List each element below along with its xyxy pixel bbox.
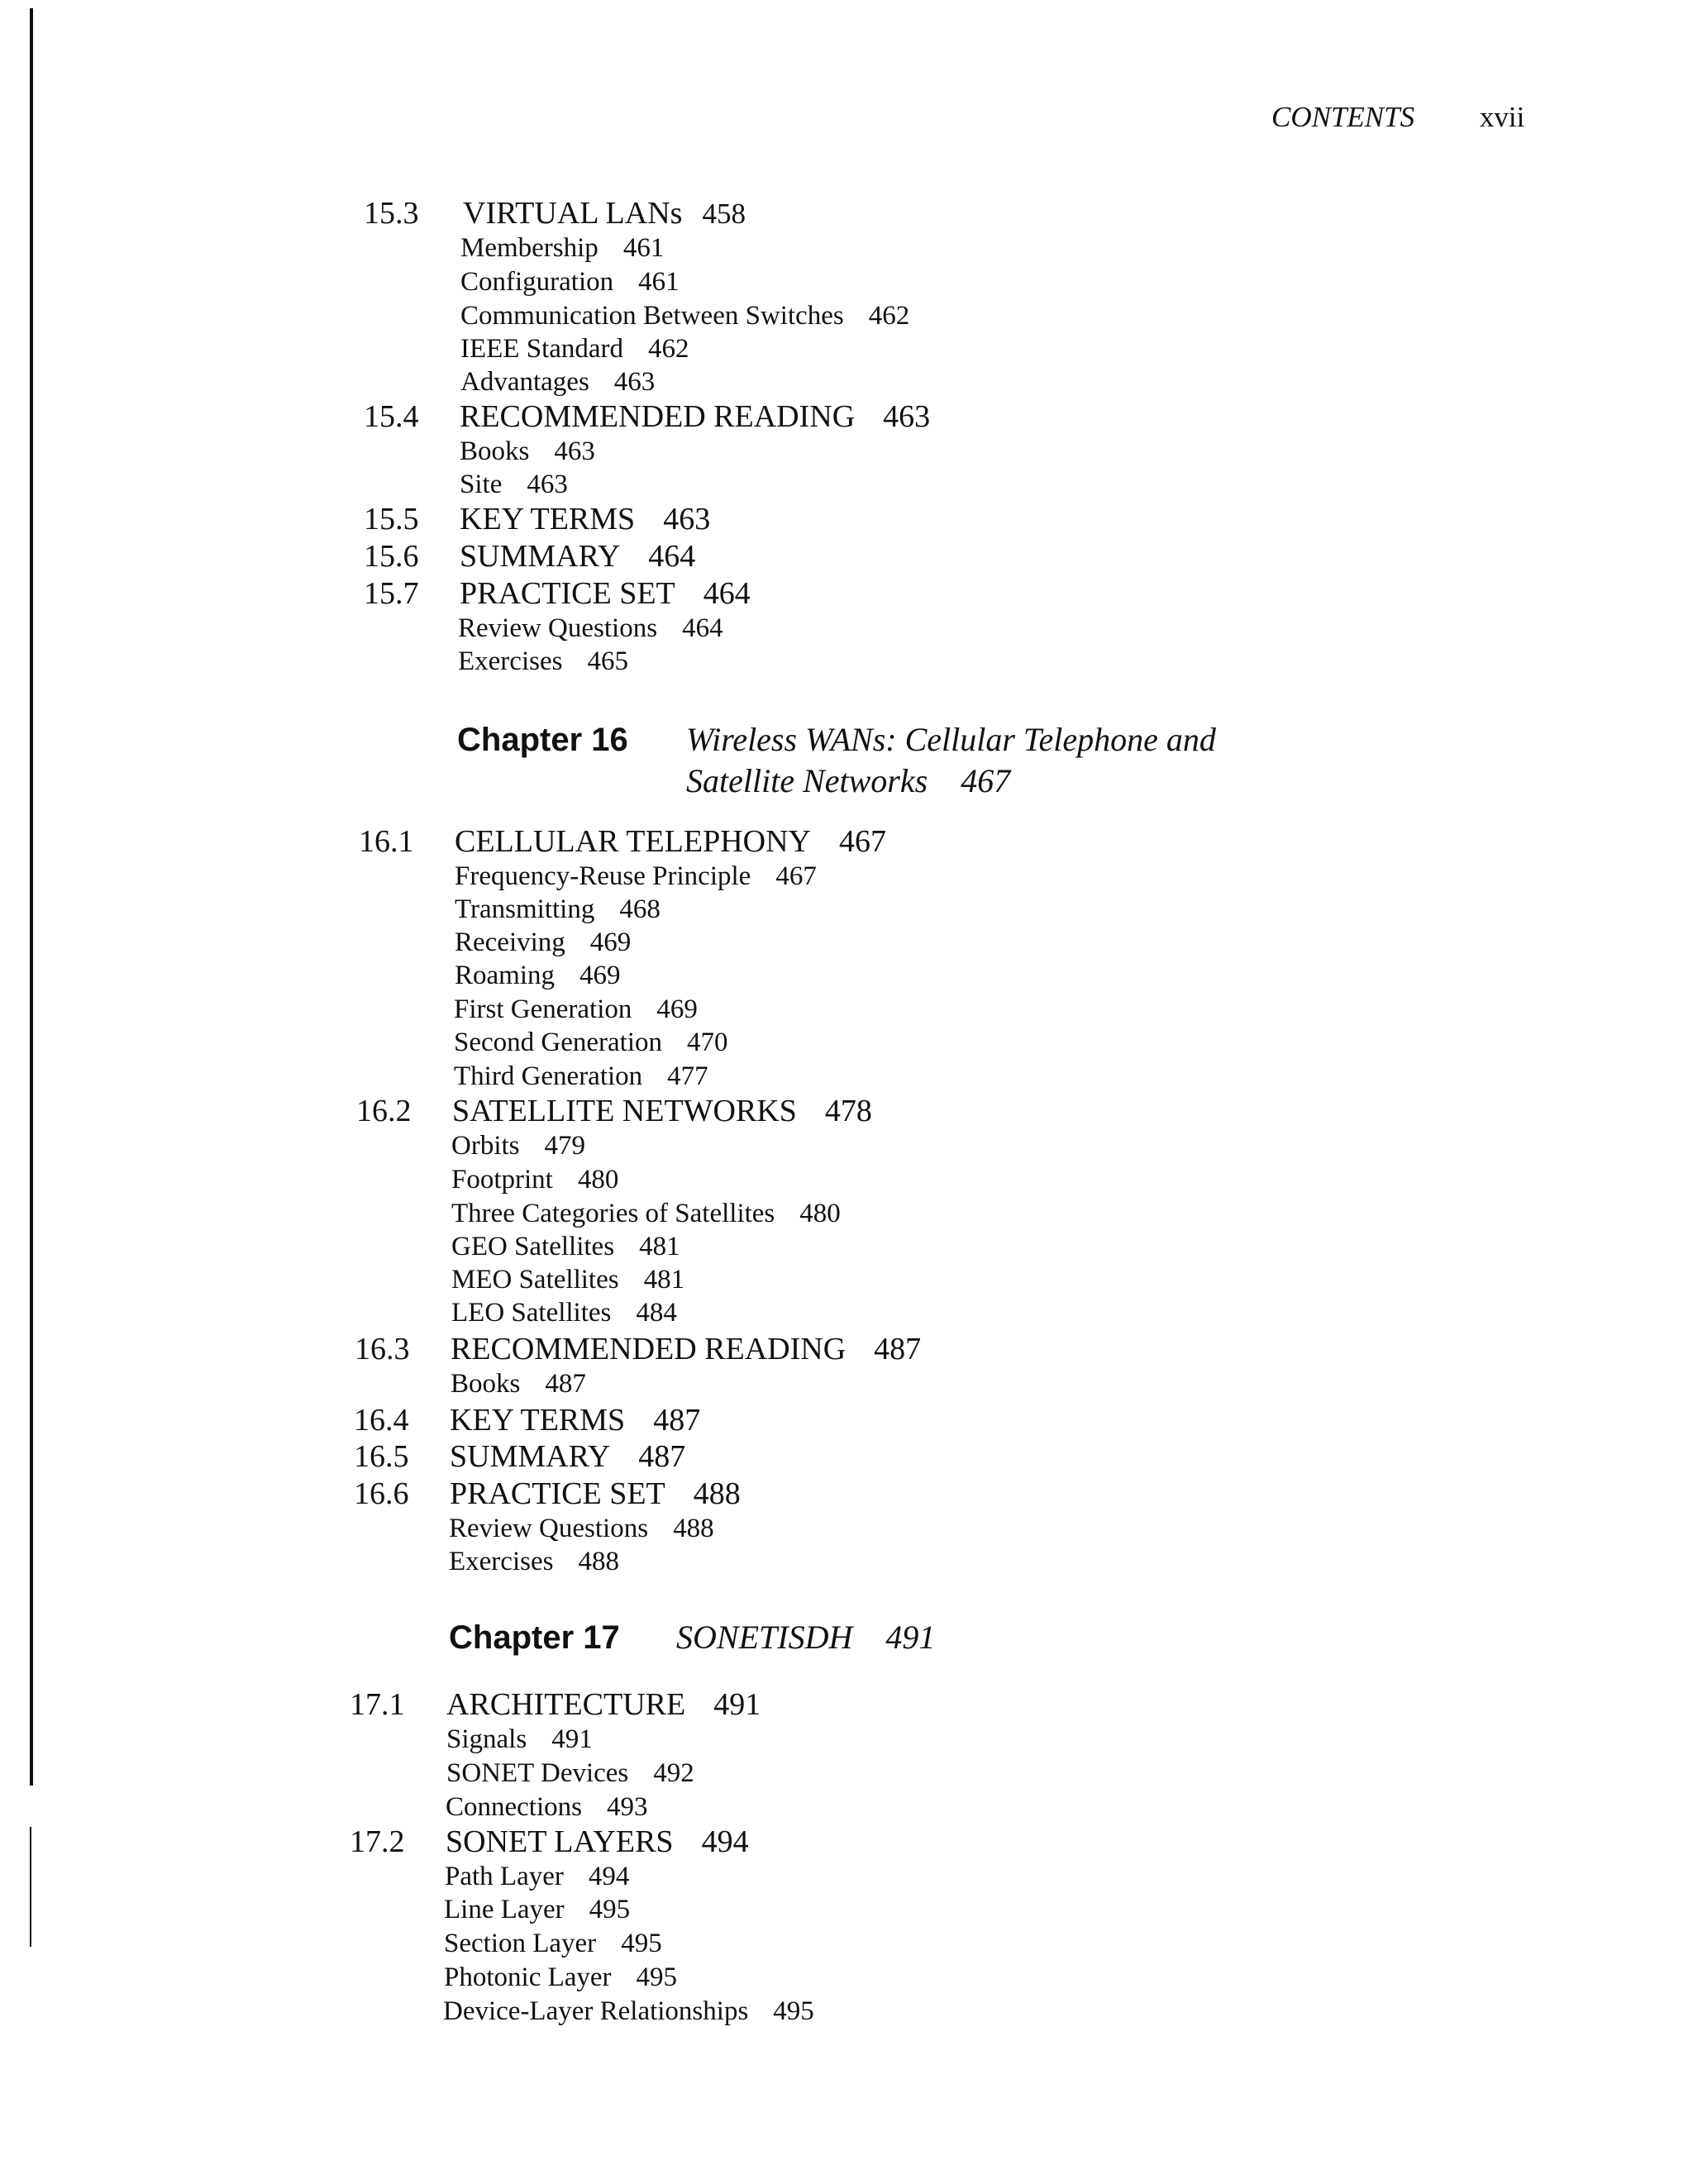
toc-subitem-page: 488 xyxy=(673,1514,714,1543)
section-page: 463 xyxy=(663,502,711,536)
toc-subitem-label: Configuration xyxy=(460,267,614,297)
toc-subitem-label: Orbits xyxy=(451,1131,520,1161)
section-page: 491 xyxy=(713,1687,761,1722)
toc-subitem[interactable] xyxy=(460,435,595,468)
toc-subitem[interactable] xyxy=(451,1230,680,1263)
toc-subitem-page: 470 xyxy=(687,1028,728,1057)
section-page: 487 xyxy=(638,1439,686,1474)
toc-subitem-page: 493 xyxy=(606,1792,648,1822)
section-heading[interactable] xyxy=(455,823,886,860)
toc-subitem-label: Device-Layer Relationships xyxy=(443,1996,749,2026)
section-heading[interactable] xyxy=(451,1331,921,1367)
toc-subitem-page: 495 xyxy=(773,1996,814,2026)
section-page: 458 xyxy=(702,198,746,230)
section-page: 467 xyxy=(839,824,886,859)
section-title: RECOMMENDED READING xyxy=(451,1332,846,1366)
toc-subitem[interactable] xyxy=(444,1961,677,1994)
toc-subitem[interactable] xyxy=(460,265,680,298)
toc-subitem-label: SONET Devices xyxy=(446,1758,629,1788)
section-number: 16.1 xyxy=(359,824,414,859)
chapter-title-text: Satellite Networks xyxy=(686,762,928,799)
toc-subitem[interactable] xyxy=(455,860,817,893)
toc-subitem-label: Signals xyxy=(446,1724,527,1754)
toc-subitem-page: 484 xyxy=(636,1298,677,1328)
section-number: 16.5 xyxy=(354,1439,409,1474)
toc-subitem[interactable] xyxy=(446,1757,694,1790)
page-edge-line xyxy=(30,8,33,1786)
toc-subitem-page: 461 xyxy=(622,233,665,263)
toc-subitem[interactable] xyxy=(443,1995,814,2028)
toc-subitem[interactable] xyxy=(449,1512,714,1545)
toc-subitem-label: Review Questions xyxy=(458,613,658,643)
toc-subitem-label: Footprint xyxy=(451,1165,553,1195)
section-title: PRACTICE SET xyxy=(460,576,675,611)
toc-subitem-page: 462 xyxy=(868,301,910,331)
toc-subitem-label: Connections xyxy=(446,1792,582,1822)
toc-subitem[interactable] xyxy=(458,612,723,645)
toc-subitem-label: Exercises xyxy=(449,1547,554,1576)
toc-subitem-label: Path Layer xyxy=(445,1862,564,1891)
toc-subitem[interactable] xyxy=(460,299,909,332)
toc-subitem-page: 468 xyxy=(619,894,661,924)
toc-subitem-label: GEO Satellites xyxy=(451,1232,615,1261)
toc-subitem-page: 481 xyxy=(643,1265,685,1295)
toc-subitem[interactable] xyxy=(458,645,628,678)
toc-subitem-page: 487 xyxy=(545,1369,586,1399)
section-number: 16.4 xyxy=(354,1403,409,1438)
section-heading[interactable] xyxy=(460,398,930,435)
toc-subitem-label: Line Layer xyxy=(444,1895,565,1924)
toc-subitem-label: First Generation xyxy=(454,994,632,1024)
chapter-label: Chapter 17 xyxy=(449,1619,620,1656)
toc-subitem-page: 464 xyxy=(682,613,723,643)
section-title: SUMMARY xyxy=(460,539,621,574)
running-head-title: CONTENTS xyxy=(1271,101,1415,133)
section-title: PRACTICE SET xyxy=(450,1476,665,1511)
toc-subitem[interactable] xyxy=(460,468,568,501)
toc-subitem-page: 463 xyxy=(554,436,595,466)
toc-subitem-page: 467 xyxy=(775,861,817,891)
section-number: 16.6 xyxy=(354,1476,409,1511)
toc-subitem[interactable] xyxy=(451,1367,586,1400)
toc-subitem-page: 479 xyxy=(544,1131,585,1161)
toc-subitem[interactable] xyxy=(455,893,661,926)
toc-subitem-label: Three Categories of Satellites xyxy=(451,1199,775,1228)
chapter-page: 491 xyxy=(885,1619,936,1656)
toc-subitem-page: 495 xyxy=(589,1895,631,1924)
toc-subitem-label: Exercises xyxy=(458,646,563,676)
section-number: 15.6 xyxy=(364,539,419,574)
toc-subitem-label: Books xyxy=(460,436,530,466)
section-page: 494 xyxy=(701,1824,749,1859)
toc-subitem-page: 491 xyxy=(551,1724,593,1754)
section-number: 15.5 xyxy=(364,502,419,536)
toc-subitem[interactable] xyxy=(455,959,621,992)
toc-subitem[interactable] xyxy=(455,926,631,959)
toc-subitem-label: Membership xyxy=(460,233,599,263)
toc-subitem[interactable] xyxy=(454,1026,728,1059)
section-title: SATELLITE NETWORKS xyxy=(452,1094,797,1128)
section-page: 463 xyxy=(883,399,931,434)
section-page: 487 xyxy=(874,1332,922,1366)
toc-subitem-page: 480 xyxy=(799,1199,841,1228)
toc-subitem-page: 494 xyxy=(588,1862,630,1891)
toc-subitem-label: Photonic Layer xyxy=(444,1962,612,1992)
section-number: 16.2 xyxy=(356,1094,412,1128)
toc-subitem-label: MEO Satellites xyxy=(451,1265,619,1295)
toc-subitem[interactable] xyxy=(444,1927,662,1960)
toc-subitem[interactable] xyxy=(451,1129,585,1162)
section-page: 488 xyxy=(693,1476,741,1511)
section-title: KEY TERMS xyxy=(460,502,636,536)
toc-subitem-page: 461 xyxy=(638,267,680,297)
chapter-title-text: Wireless WANs: Cellular Telephone and xyxy=(686,721,1216,758)
section-number: 15.7 xyxy=(364,576,419,611)
toc-subitem[interactable] xyxy=(446,1723,593,1756)
section-number: 17.1 xyxy=(350,1687,405,1722)
section-heading[interactable] xyxy=(450,1402,700,1438)
toc-subitem-page: 462 xyxy=(648,334,689,364)
chapter-page: 467 xyxy=(961,762,1011,799)
toc-subitem-page: 469 xyxy=(589,927,632,957)
chapter-title xyxy=(676,1617,935,1658)
section-number: 15.4 xyxy=(364,399,419,434)
toc-subitem[interactable] xyxy=(460,365,655,398)
section-number: 16.3 xyxy=(355,1332,410,1366)
section-title: SUMMARY xyxy=(450,1439,611,1474)
toc-subitem-page: 469 xyxy=(656,994,698,1024)
toc-subitem-label: Transmitting xyxy=(455,894,595,924)
toc-subitem[interactable] xyxy=(460,231,664,265)
toc-subitem-label: LEO Satellites xyxy=(451,1298,612,1328)
toc-subitem-label: Third Generation xyxy=(454,1061,643,1091)
running-head xyxy=(1271,101,1524,134)
section-title: ARCHITECTURE xyxy=(446,1687,686,1722)
section-page: 464 xyxy=(703,576,751,611)
toc-subitem-label: Roaming xyxy=(455,961,555,990)
section-title: RECOMMENDED READING xyxy=(460,399,856,434)
toc-subitem[interactable] xyxy=(445,1860,629,1893)
toc-subitem[interactable] xyxy=(451,1296,677,1329)
toc-subitem[interactable] xyxy=(446,1791,647,1824)
toc-subitem-page: 495 xyxy=(636,1962,678,1992)
toc-subitem-page: 465 xyxy=(587,646,628,676)
section-heading[interactable] xyxy=(452,1093,872,1129)
toc-subitem-page: 481 xyxy=(639,1232,680,1261)
toc-subitem-label: Frequency-Reuse Principle xyxy=(455,861,751,891)
toc-subitem[interactable] xyxy=(454,993,698,1026)
section-heading[interactable] xyxy=(460,538,695,575)
toc-subitem[interactable] xyxy=(444,1893,630,1926)
section-heading[interactable] xyxy=(460,501,710,537)
section-heading[interactable] xyxy=(460,575,751,612)
toc-subitem-page: 463 xyxy=(527,470,568,499)
section-number: 15.3 xyxy=(364,196,419,231)
toc-subitem-page: 495 xyxy=(621,1929,662,1958)
section-title: SONET LAYERS xyxy=(446,1824,674,1859)
section-title: VIRTUAL LANs xyxy=(463,196,683,231)
toc-subitem-label: Second Generation xyxy=(454,1028,662,1057)
toc-subitem-label: Site xyxy=(460,470,503,499)
chapter-title-text: SONETISDH xyxy=(676,1619,853,1656)
chapter-label: Chapter 16 xyxy=(457,722,628,758)
section-heading[interactable] xyxy=(463,195,746,232)
section-title: CELLULAR TELEPHONY xyxy=(455,824,811,859)
section-heading[interactable] xyxy=(446,1686,761,1723)
section-heading[interactable] xyxy=(446,1824,749,1860)
toc-subitem-page: 480 xyxy=(577,1165,619,1195)
section-heading[interactable] xyxy=(450,1476,741,1512)
section-page: 464 xyxy=(648,539,696,574)
running-head-page: xvii xyxy=(1479,101,1525,133)
toc-subitem-page: 492 xyxy=(653,1758,694,1788)
toc-subitem[interactable] xyxy=(449,1545,619,1578)
toc-subitem-label: IEEE Standard xyxy=(460,334,624,364)
toc-subitem-page: 469 xyxy=(579,961,621,990)
toc-subitem[interactable] xyxy=(451,1197,841,1230)
section-page: 478 xyxy=(824,1094,872,1128)
chapter-title xyxy=(686,719,1216,802)
toc-subitem[interactable] xyxy=(454,1060,708,1093)
toc-subitem-page: 488 xyxy=(578,1547,619,1576)
section-page: 487 xyxy=(653,1403,701,1438)
toc-subitem-label: Books xyxy=(451,1369,521,1399)
toc-subitem-label: Advantages xyxy=(460,367,589,397)
toc-subitem-label: Communication Between Switches xyxy=(460,301,844,331)
section-number: 17.2 xyxy=(350,1824,405,1859)
toc-subitem-label: Review Questions xyxy=(449,1514,649,1543)
toc-subitem[interactable] xyxy=(451,1163,618,1196)
toc-subitem[interactable] xyxy=(460,332,689,365)
toc-subitem[interactable] xyxy=(451,1263,684,1296)
toc-subitem-page: 463 xyxy=(613,367,656,397)
section-title: KEY TERMS xyxy=(450,1403,626,1438)
toc-subitem-label: Section Layer xyxy=(444,1929,597,1958)
toc-subitem-label: Receiving xyxy=(455,927,565,957)
section-heading[interactable] xyxy=(450,1438,685,1475)
page-edge-line-lower xyxy=(30,1827,31,1947)
toc-subitem-page: 477 xyxy=(667,1061,708,1091)
